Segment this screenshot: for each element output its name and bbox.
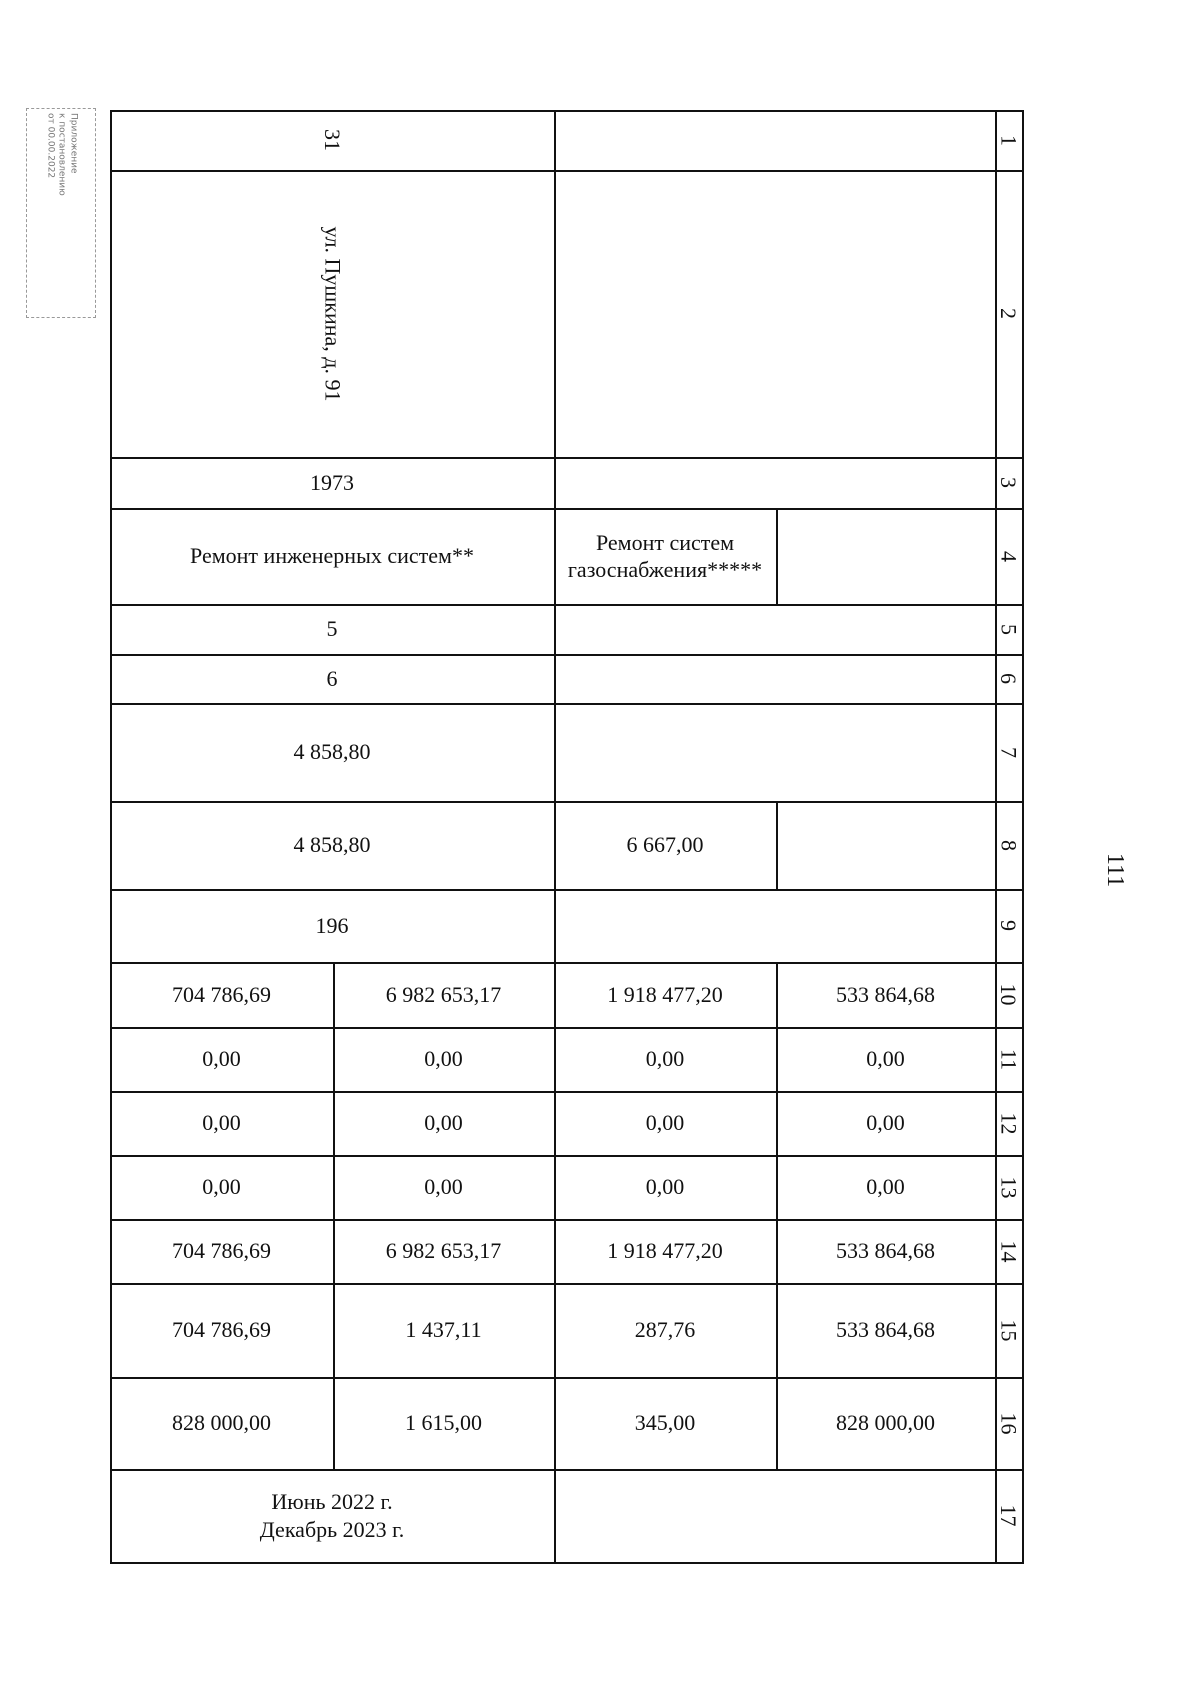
row-number: 9 bbox=[996, 920, 1021, 931]
empty-cell bbox=[554, 110, 997, 172]
row-number: 2 bbox=[996, 308, 1021, 319]
row-number: 13 bbox=[996, 1176, 1021, 1198]
row-number: 1 bbox=[996, 134, 1021, 146]
cost-value: 704 786,69 bbox=[172, 1317, 271, 1343]
cost-value: 0,00 bbox=[645, 1110, 685, 1136]
row-number: 4 bbox=[996, 550, 1021, 562]
area-cell-text: 4 858,80 bbox=[293, 739, 371, 765]
row5-cell-text: 5 bbox=[326, 616, 338, 642]
cost-value: 0,00 bbox=[202, 1046, 241, 1072]
cost-value: 533 864,68 bbox=[836, 1238, 935, 1264]
cost-value: 0,00 bbox=[424, 1110, 463, 1136]
residents-cell-text: 196 bbox=[315, 912, 349, 938]
cost-value: 533 864,68 bbox=[836, 1317, 935, 1343]
row-number: 12 bbox=[996, 1112, 1021, 1134]
cost-value: 533 864,68 bbox=[836, 981, 935, 1007]
cost-value: 828 000,00 bbox=[836, 1410, 935, 1436]
cost-value: 1 615,00 bbox=[405, 1410, 482, 1436]
row-number: 3 bbox=[996, 477, 1021, 488]
year-cell-text: 1973 bbox=[310, 469, 354, 495]
row-number: 14 bbox=[996, 1240, 1021, 1262]
empty-cell bbox=[554, 703, 997, 803]
empty-cell bbox=[554, 654, 997, 705]
cost-value: 287,76 bbox=[634, 1317, 696, 1343]
cost-value: 0,00 bbox=[202, 1110, 241, 1136]
row-number: 5 bbox=[996, 623, 1021, 635]
cost-value: 6 982 653,17 bbox=[385, 1238, 502, 1264]
cost-value: 0,00 bbox=[866, 1174, 905, 1200]
cost-value: 704 786,69 bbox=[172, 1238, 271, 1264]
row-number: 11 bbox=[996, 1048, 1021, 1070]
row-number: 17 bbox=[996, 1504, 1021, 1527]
row-number: 16 bbox=[996, 1412, 1021, 1434]
row-number: 8 bbox=[996, 839, 1021, 851]
row8-value-a: 4 858,80 bbox=[293, 832, 371, 858]
cost-value: 704 786,69 bbox=[172, 981, 271, 1007]
row-number: 6 bbox=[996, 673, 1021, 684]
row-number: 15 bbox=[996, 1319, 1021, 1341]
cost-value: 1 918 477,20 bbox=[607, 981, 723, 1007]
stamp-line: от 00.00.2022 bbox=[45, 113, 56, 179]
work-type-gas: Ремонт систем газоснабжения***** bbox=[567, 529, 763, 582]
address-cell-text: ул. Пушкина, д. 91 bbox=[320, 225, 345, 402]
empty-cell bbox=[776, 508, 997, 606]
cost-value: 0,00 bbox=[424, 1046, 463, 1072]
stamp-line: к постановлению bbox=[56, 113, 67, 196]
stamp-line: Приложение bbox=[68, 113, 79, 174]
cost-value: 0,00 bbox=[866, 1046, 905, 1072]
cost-value: 0,00 bbox=[866, 1110, 905, 1136]
cost-value: 1 918 477,20 bbox=[607, 1238, 723, 1264]
empty-cell bbox=[554, 170, 997, 459]
row-number: 7 bbox=[996, 746, 1021, 758]
cost-value: 6 982 653,17 bbox=[385, 981, 502, 1007]
row8-value-b: 6 667,00 bbox=[626, 832, 704, 858]
registration-stamp bbox=[26, 108, 96, 318]
cost-value: 0,00 bbox=[202, 1174, 241, 1200]
empty-cell bbox=[554, 457, 997, 510]
stamp-text bbox=[43, 113, 78, 313]
cost-value: 1 437,11 bbox=[405, 1317, 482, 1343]
row-number: 10 bbox=[996, 983, 1021, 1006]
cost-value: 0,00 bbox=[645, 1046, 685, 1072]
number-cell-text: 31 bbox=[320, 129, 345, 151]
empty-cell bbox=[776, 801, 997, 891]
cost-value: 345,00 bbox=[634, 1410, 696, 1436]
row6-cell-text: 6 bbox=[326, 665, 338, 691]
empty-cell bbox=[554, 889, 997, 964]
cost-value: 0,00 bbox=[424, 1174, 463, 1200]
empty-cell bbox=[554, 604, 997, 656]
dates-cell-text: Июнь 2022 г. Декабрь 2023 г. bbox=[259, 1489, 405, 1542]
cost-value: 0,00 bbox=[645, 1174, 685, 1200]
cost-value: 828 000,00 bbox=[172, 1410, 271, 1436]
empty-cell bbox=[554, 1469, 997, 1564]
page-number: 111 bbox=[1102, 852, 1129, 888]
work-type-engineering: Ремонт инженерных систем** bbox=[190, 543, 474, 569]
